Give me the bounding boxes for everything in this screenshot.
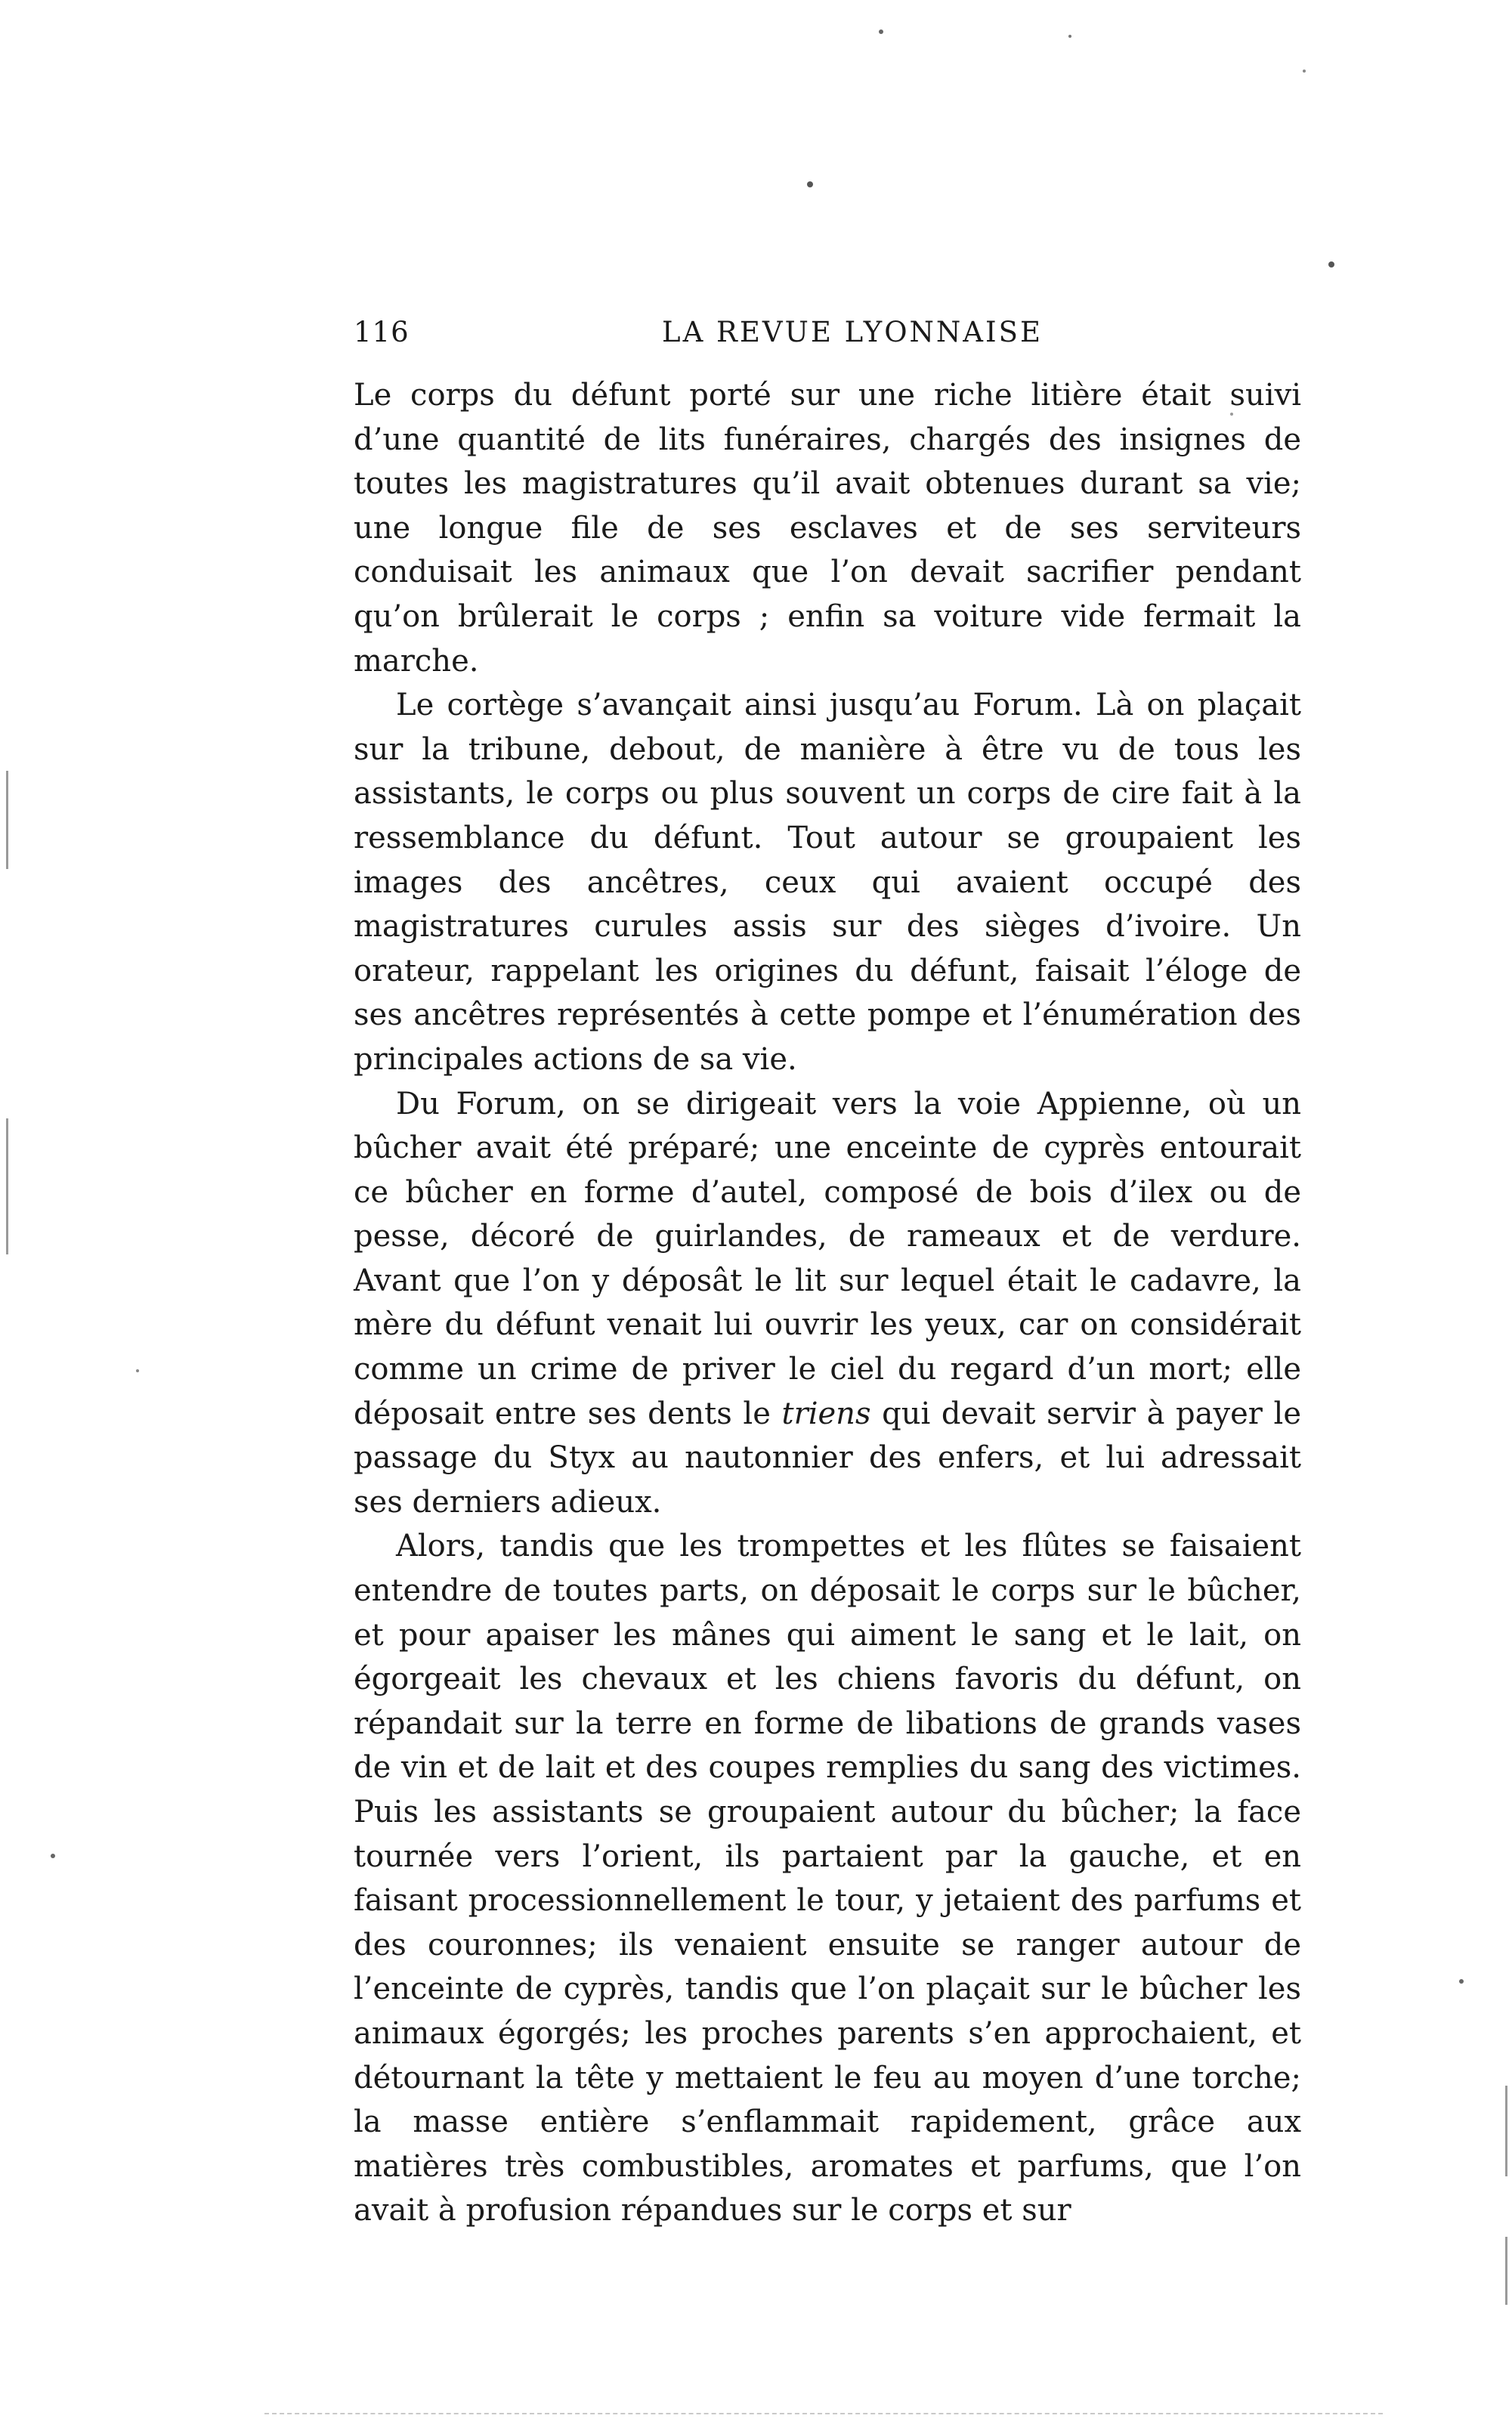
edge-mark bbox=[1505, 2237, 1507, 2305]
paragraph-3 bbox=[354, 1082, 1301, 1525]
edge-mark bbox=[6, 1118, 8, 1254]
running-title: LA REVUE LYONNAISE bbox=[662, 316, 1043, 348]
speck bbox=[1459, 1979, 1464, 1984]
speck bbox=[1328, 261, 1334, 268]
speck bbox=[1068, 35, 1071, 38]
paragraph-3-italic-word: triens bbox=[781, 1396, 871, 1431]
speck bbox=[51, 1854, 55, 1858]
paragraph-3-text-b: qui devait servir à payer le passage du Styx au nautonnier des enfers, et lui adressait ses derniers adieux. bbox=[354, 1396, 1302, 1520]
bottom-rule bbox=[264, 2413, 1383, 2414]
speck bbox=[807, 181, 813, 187]
edge-mark bbox=[6, 771, 8, 869]
speck bbox=[136, 1369, 139, 1372]
speck bbox=[879, 29, 883, 34]
paragraph-3-text-a: Du Forum, on se dirigeait vers la voie Appienne, où un bûcher avait été préparé; une enceinte de cyprès entourait ce bûcher en forme d’autel, composé de bois d’ilex ou de pesse, décoré de guirlandes, de rameaux et de verdure. Avant que l’on y déposât le lit sur lequel était le cadavre, la mère du défunt venait lui ouvrir les yeux, car on considérait comme un crime de priver le ciel du regard d’un mort; elle déposait entre ses dents le bbox=[354, 1086, 1301, 1431]
paragraph-2: Le cortège s’avançait ainsi jusqu’au Forum. Là on plaçait sur la tribune, debout, de manière à être vu de tous les assistants, le corps ou plus souvent un corps de cire fait à la ressemblance du défunt. Tout autour se groupaient les images des ancêtres, ceux qui avaient occupé des magistratures curules assis sur des sièges d’ivoire. Un orateur, rappelant les origines du défunt, faisait l’éloge de ses ancêtres représentés à cette pompe et l’énumération des principales actions de sa vie. bbox=[354, 688, 1301, 1077]
edge-mark bbox=[1505, 2086, 1507, 2176]
paragraph-1: Le corps du défunt porté sur une riche litière était suivi d’une quantité de lits funéraires, chargés des insignes de toutes les magistratures qu’il avait obtenues durant sa vie; une longue file de ses esclaves et de ses serviteurs conduisait les animaux que l’on devait sacrifier pendant qu’on brûlerait le corps ; enfin sa voiture vide fermait la marche. bbox=[354, 378, 1301, 679]
speck bbox=[1303, 70, 1306, 73]
page-number: 116 bbox=[354, 316, 410, 348]
page-header bbox=[354, 316, 1301, 361]
body-text bbox=[354, 373, 1301, 2233]
paragraph-4: Alors, tandis que les trompettes et les flûtes se faisaient entendre de toutes parts, on déposait le corps sur le bûcher, et pour apaiser les mânes qui aiment le sang et le lait, on égorgeait les chevaux et les chiens favoris du défunt, on répandait sur la terre en forme de libations de grands vases de vin et de lait et des coupes remplies du sang des victimes. Puis les assistants se groupaient autour du bûcher; la face tournée vers l’orient, ils partaient par la gauche, et en faisant processionnellement le tour, y jetaient des parfums et des couronnes; ils venaient ensuite se ranger autour de l’enceinte de cyprès, tandis que l’on plaçait sur le bûcher les animaux égorgés; les proches parents s’en approchaient, et détournant la tête y mettaient le feu au moyen d’une torche; la masse entière s’enflammait rapidement, grâce aux matières très combustibles, aromates et parfums, que l’on avait à profusion répandues sur le corps et sur bbox=[354, 1529, 1301, 2228]
